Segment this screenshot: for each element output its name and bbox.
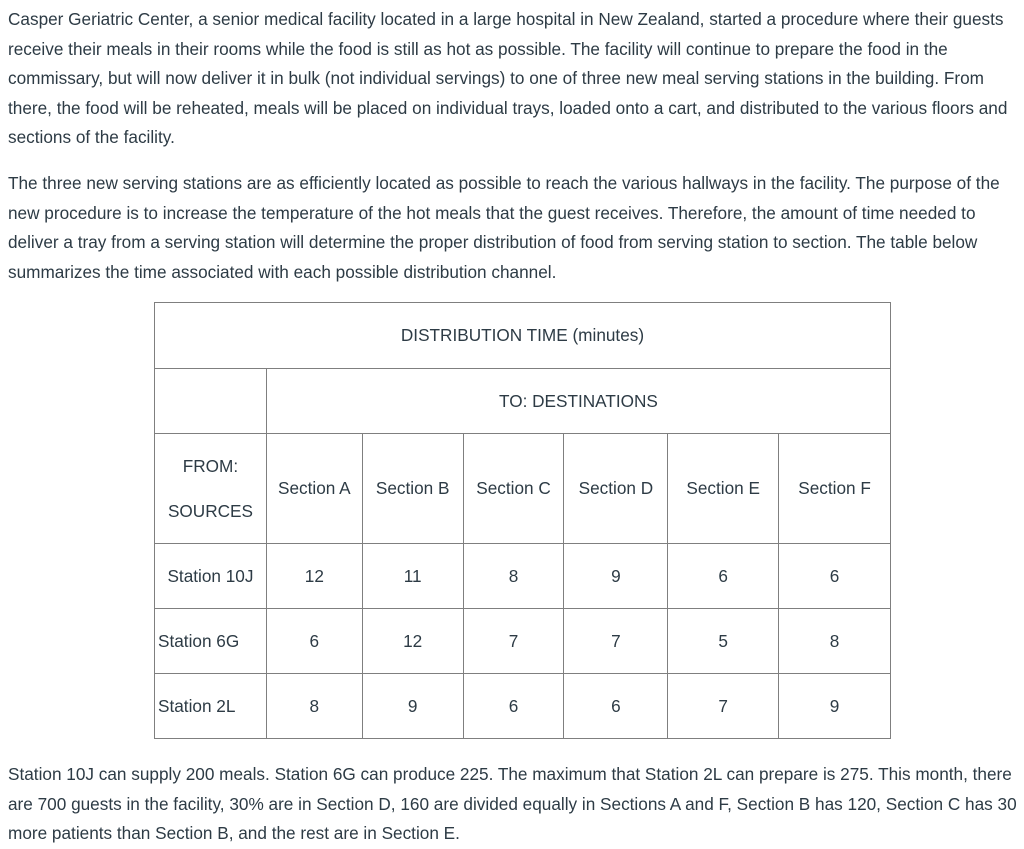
table-row [155, 674, 891, 739]
table-cell: 9 [779, 674, 891, 739]
table-cell: 11 [362, 544, 463, 609]
sources-label: SOURCES [167, 501, 253, 521]
table-row [155, 544, 891, 609]
row-label-station-2l: Station 2L [155, 674, 267, 739]
destinations-header: TO: DESTINATIONS [266, 369, 890, 434]
from-label: FROM: [182, 456, 239, 476]
table-cell: 9 [564, 544, 668, 609]
table-cell: 9 [362, 674, 463, 739]
column-header-section-a: Section A [266, 434, 362, 544]
table-cell: 6 [779, 544, 891, 609]
sources-header [155, 434, 267, 544]
table-cell: 7 [463, 609, 564, 674]
column-header-section-f: Section F [779, 434, 891, 544]
table-cell: 8 [266, 674, 362, 739]
row-label-station-10j: Station 10J [155, 544, 267, 609]
table-cell: 8 [463, 544, 564, 609]
column-header-section-b: Section B [362, 434, 463, 544]
intro-paragraph: Casper Geriatric Center, a senior medical facility located in a large hospital in New Zealand, started a procedure where their guests receive their meals in their rooms while the food is still as hot as possible. The facility will continue to prepare the food in the commissary, but will now deliver it in bulk (not individual servings) to one of three new meal serving stations in the building. From there, the food will be reheated, meals will be placed on individual trays, loaded onto a cart, and distributed to the various floors and sections of the facility. [8, 9, 1008, 148]
supply-demand-paragraph: Station 10J can supply 200 meals. Station 6G can produce 225. The maximum that Station 2L can prepare is 275. This month, there are 700 guests in the facility, 30% are in Section D, 160 are divided equally in Sections A and F, Section B has 120, Section C has 30 more patients than Section B, and the rest are in Section E. [8, 764, 1017, 844]
table-cell: 6 [668, 544, 779, 609]
column-header-section-c: Section C [463, 434, 564, 544]
purpose-paragraph: The three new serving stations are as efficiently located as possible to reach the various hallways in the facility. The purpose of the new procedure is to increase the temperature of the hot meals that the guest receives. Therefore, the amount of time needed to deliver a tray from a serving station will determine the proper distribution of food from serving station to section. The table below summarizes the time associated with each possible distribution channel. [8, 173, 1000, 282]
table-cell: 6 [266, 609, 362, 674]
table-corner-cell [155, 369, 267, 434]
table-cell: 7 [668, 674, 779, 739]
table-cell: 8 [779, 609, 891, 674]
table-row [155, 609, 891, 674]
column-header-section-e: Section E [668, 434, 779, 544]
table-cell: 7 [564, 609, 668, 674]
table-cell: 12 [362, 609, 463, 674]
table-title: DISTRIBUTION TIME (minutes) [155, 303, 891, 369]
table-cell: 6 [564, 674, 668, 739]
table-cell: 12 [266, 544, 362, 609]
table-cell: 5 [668, 609, 779, 674]
distribution-time-table [154, 302, 891, 739]
row-label-station-6g: Station 6G [155, 609, 267, 674]
table-cell: 6 [463, 674, 564, 739]
column-header-section-d: Section D [564, 434, 668, 544]
